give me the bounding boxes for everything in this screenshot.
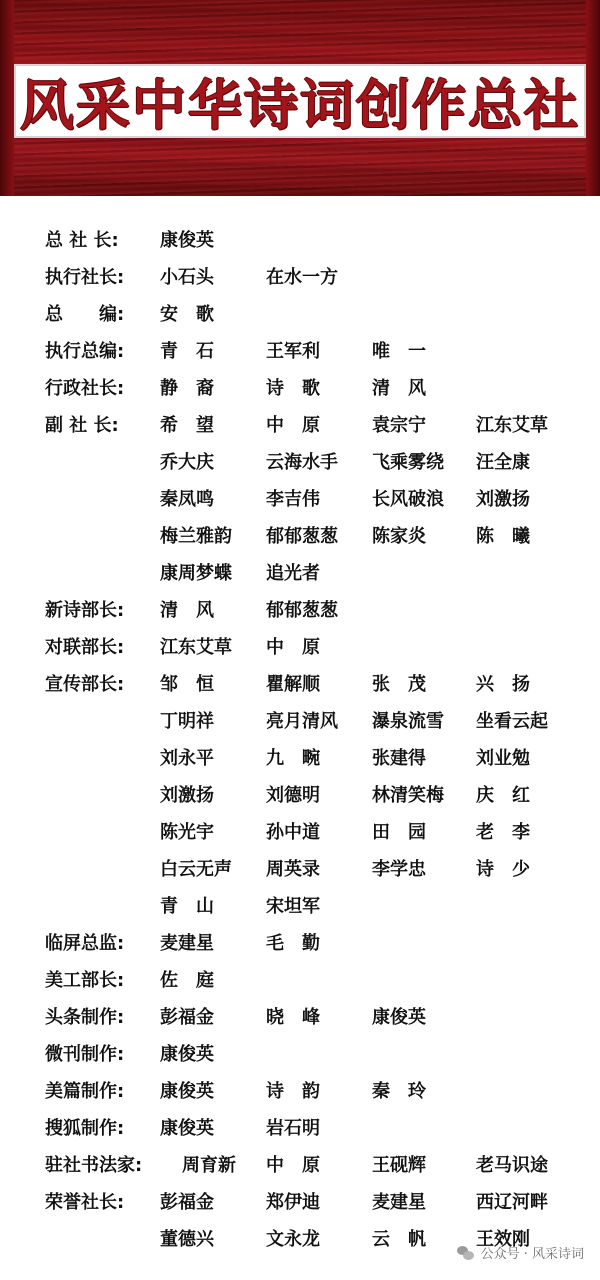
role-label: 荣誉社长: (45, 1192, 125, 1213)
member-name: 唯 一 (372, 341, 426, 362)
member-name: 康俊英 (160, 1044, 214, 1065)
roster-row (0, 335, 600, 372)
member-name: 李吉伟 (266, 489, 320, 510)
member-name: 刘激扬 (476, 489, 530, 510)
member-name: 刘业勉 (476, 748, 530, 769)
role-label: 临屏总监: (45, 933, 125, 954)
page-title: 风采中华诗词创作总社 (20, 73, 580, 137)
member-name: 刘德明 (266, 785, 320, 806)
member-name: 小石头 (160, 267, 214, 288)
member-name: 老马识途 (476, 1155, 548, 1176)
member-name: 云海水手 (266, 452, 338, 473)
role-label: 副 社 长: (45, 415, 119, 436)
member-name: 张 茂 (372, 674, 426, 695)
member-name: 老 李 (476, 822, 530, 843)
role-label: 新诗部长: (45, 600, 125, 621)
roster-row (0, 557, 600, 594)
roster-row (0, 1149, 600, 1186)
roster-row (0, 298, 600, 335)
staff-roster (0, 224, 600, 1260)
footer-attribution (457, 1243, 584, 1262)
member-name: 瀑泉流雪 (372, 711, 444, 732)
roster-row (0, 224, 600, 261)
member-name: 兴 扬 (476, 674, 530, 695)
member-name: 在水一方 (266, 267, 338, 288)
member-name: 郁郁葱葱 (266, 526, 338, 547)
role-label: 驻社书法家: (45, 1155, 143, 1176)
roster-row (0, 1001, 600, 1038)
member-name: 康俊英 (160, 230, 214, 251)
member-name: 麦建星 (160, 933, 214, 954)
member-name: 清 风 (160, 600, 214, 621)
member-name: 诗 韵 (266, 1081, 320, 1102)
role-label: 执行总编: (45, 341, 125, 362)
member-name: 陈光宇 (160, 822, 214, 843)
member-name: 安 歌 (160, 304, 214, 325)
member-name: 清 风 (372, 378, 426, 399)
role-label: 总 社 长: (45, 230, 119, 251)
member-name: 康俊英 (160, 1081, 214, 1102)
member-name: 周育新 (182, 1155, 236, 1176)
member-name: 乔大庆 (160, 452, 214, 473)
member-name: 周英录 (266, 859, 320, 880)
member-name: 郑伊迪 (266, 1192, 320, 1213)
roster-row (0, 446, 600, 483)
member-name: 王效刚 (476, 1229, 530, 1250)
banner-right-edge (586, 0, 600, 196)
member-name: 追光者 (266, 563, 320, 584)
member-name: 诗 歌 (266, 378, 320, 399)
member-name: 希 望 (160, 415, 214, 436)
footer-text: 公众号 · 风采诗词 (480, 1247, 584, 1262)
roster-row (0, 964, 600, 1001)
roster-row (0, 1038, 600, 1075)
member-name: 邹 恒 (160, 674, 214, 695)
wechat-icon (457, 1246, 475, 1260)
member-name: 刘激扬 (160, 785, 214, 806)
member-name: 田 园 (372, 822, 426, 843)
member-name: 云 帆 (372, 1229, 426, 1250)
member-name: 陈家炎 (372, 526, 426, 547)
role-label: 美篇制作: (45, 1081, 125, 1102)
member-name: 瞿解顺 (266, 674, 320, 695)
member-name: 林清笑梅 (372, 785, 444, 806)
roster-row (0, 927, 600, 964)
member-name: 袁宗宁 (372, 415, 426, 436)
header-banner (0, 0, 600, 196)
member-name: 郁郁葱葱 (266, 600, 338, 621)
roster-row (0, 742, 600, 779)
member-name: 王军利 (266, 341, 320, 362)
banner-left-edge (0, 0, 14, 196)
role-label: 总 编: (45, 304, 125, 325)
member-name: 张建得 (372, 748, 426, 769)
roster-row (0, 372, 600, 409)
member-name: 中 原 (266, 415, 320, 436)
role-label: 宣传部长: (45, 674, 125, 695)
member-name: 康俊英 (160, 1118, 214, 1139)
role-label: 头条制作: (45, 1007, 125, 1028)
member-name: 亮月清风 (266, 711, 338, 732)
roster-row (0, 520, 600, 557)
member-name: 静 裔 (160, 378, 214, 399)
member-name: 佐 庭 (160, 970, 214, 991)
member-name: 康俊英 (372, 1007, 426, 1028)
member-name: 彭福金 (160, 1192, 214, 1213)
member-name: 麦建星 (372, 1192, 426, 1213)
member-name: 江东艾草 (160, 637, 232, 658)
member-name: 西辽河畔 (476, 1192, 548, 1213)
member-name: 坐看云起 (476, 711, 548, 732)
member-name: 梅兰雅韵 (160, 526, 232, 547)
member-name: 九 畹 (266, 748, 320, 769)
member-name: 江东艾草 (476, 415, 548, 436)
role-label: 执行社长: (45, 267, 125, 288)
member-name: 孙中道 (266, 822, 320, 843)
member-name: 毛 勤 (266, 933, 320, 954)
role-label: 行政社长: (45, 378, 125, 399)
role-label: 美工部长: (45, 970, 125, 991)
roster-row (0, 816, 600, 853)
roster-row (0, 705, 600, 742)
member-name: 李学忠 (372, 859, 426, 880)
role-label: 搜狐制作: (45, 1118, 125, 1139)
roster-row (0, 779, 600, 816)
member-name: 长风破浪 (372, 489, 444, 510)
member-name: 晓 峰 (266, 1007, 320, 1028)
member-name: 宋坦军 (266, 896, 320, 917)
roster-row (0, 1186, 600, 1223)
member-name: 康周梦蝶 (160, 563, 232, 584)
roster-row (0, 483, 600, 520)
member-name: 秦凤鸣 (160, 489, 214, 510)
member-name: 中 原 (266, 1155, 320, 1176)
member-name: 岩石明 (266, 1118, 320, 1139)
roster-row (0, 409, 600, 446)
roster-row (0, 668, 600, 705)
member-name: 青 石 (160, 341, 214, 362)
roster-row (0, 1075, 600, 1112)
role-label: 对联部长: (45, 637, 125, 658)
member-name: 刘永平 (160, 748, 214, 769)
member-name: 王砚辉 (372, 1155, 426, 1176)
member-name: 庆 红 (476, 785, 530, 806)
roster-row (0, 261, 600, 298)
roster-row (0, 1112, 600, 1149)
roster-row (0, 853, 600, 890)
member-name: 丁明祥 (160, 711, 214, 732)
roster-row (0, 631, 600, 668)
roster-row (0, 890, 600, 927)
member-name: 白云无声 (160, 859, 232, 880)
member-name: 彭福金 (160, 1007, 214, 1028)
member-name: 飞乘雾绕 (372, 452, 444, 473)
member-name: 中 原 (266, 637, 320, 658)
member-name: 汪全康 (476, 452, 530, 473)
member-name: 文永龙 (266, 1229, 320, 1250)
member-name: 陈 曦 (476, 526, 530, 547)
member-name: 青 山 (160, 896, 214, 917)
role-label: 微刊制作: (45, 1044, 125, 1065)
member-name: 秦 玲 (372, 1081, 426, 1102)
member-name: 诗 少 (476, 859, 530, 880)
member-name: 董德兴 (160, 1229, 214, 1250)
roster-row (0, 594, 600, 631)
